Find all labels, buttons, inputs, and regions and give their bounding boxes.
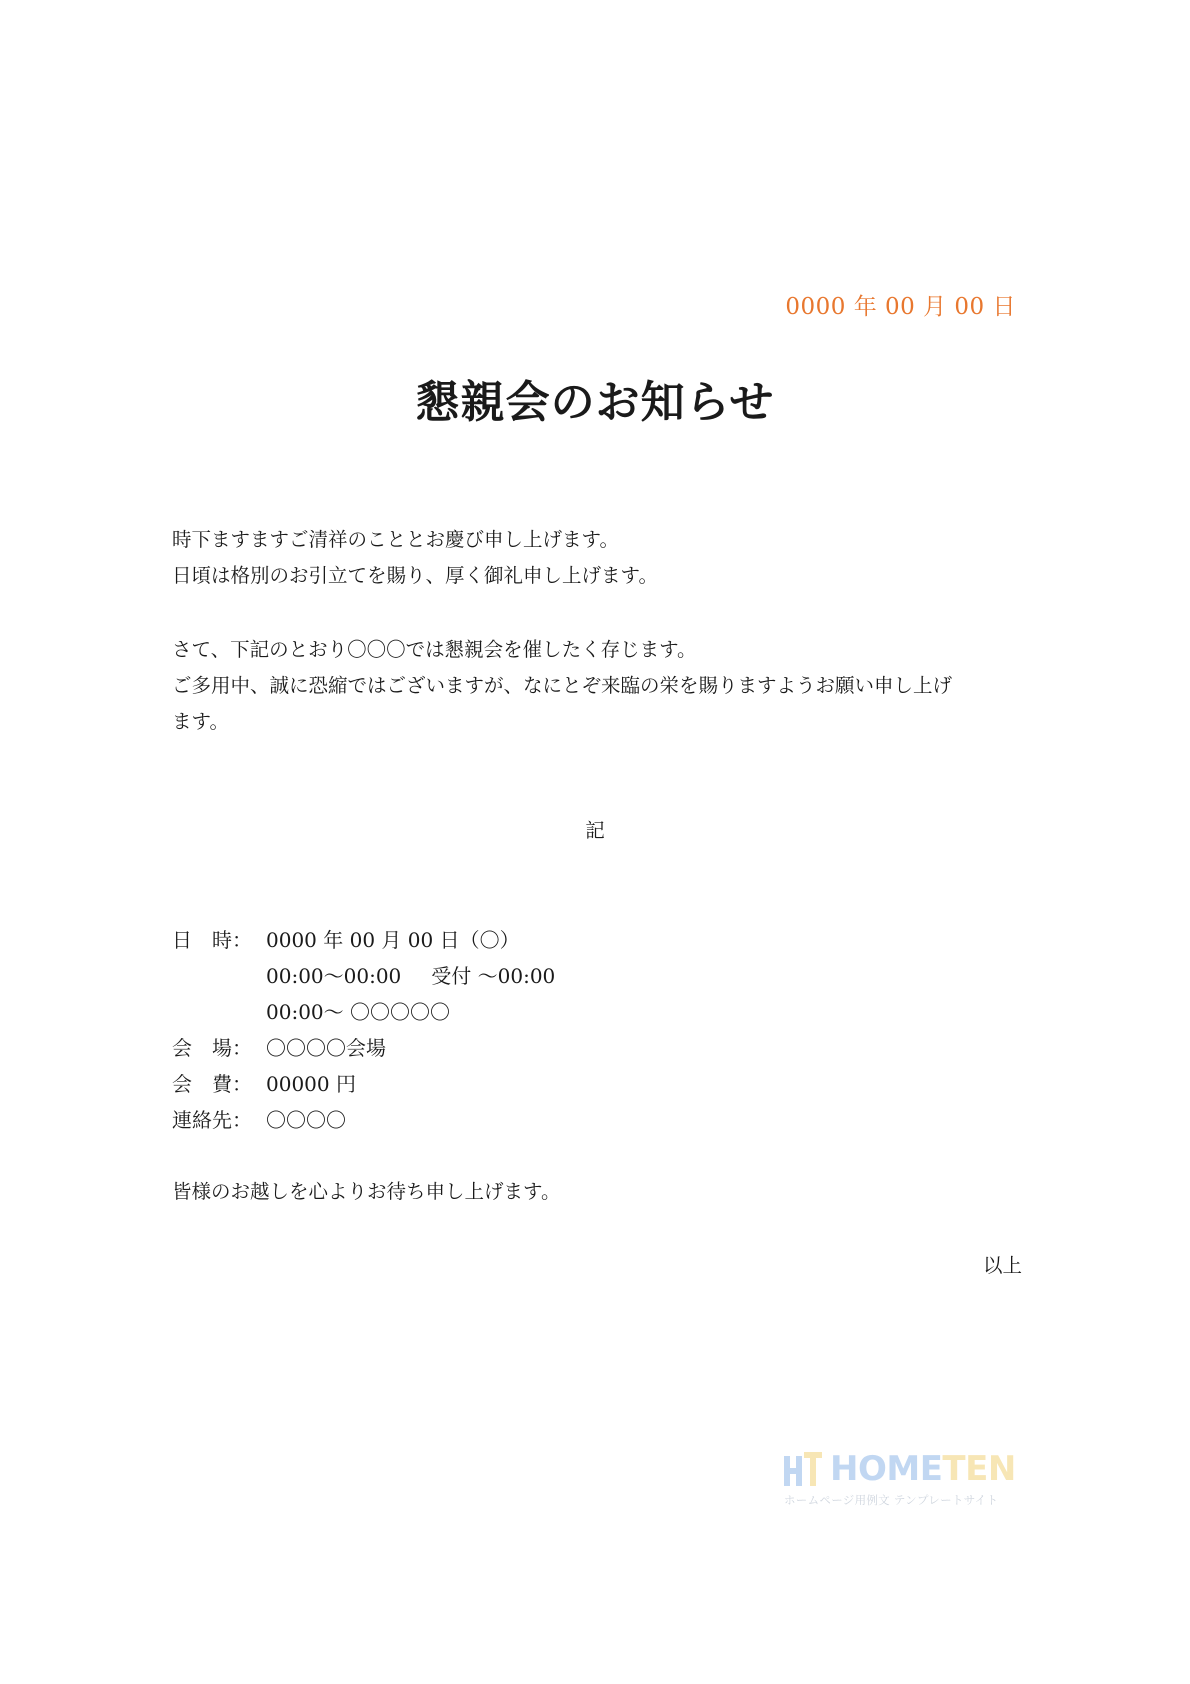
logo-subtitle: ホームページ用例文 テンプレートサイト — [784, 1493, 999, 1507]
hometen-logo — [782, 1448, 1016, 1508]
contact-label: 連絡先： — [172, 1108, 252, 1132]
document-title: 懇親会のお知らせ — [415, 377, 775, 428]
datetime-time2: 00:00～ 〇〇〇〇〇 — [266, 1000, 450, 1024]
hometen-logo-icon — [782, 1450, 824, 1488]
datetime-time-group — [266, 958, 555, 994]
closing-sentence: 皆様のお越しを心よりお待ち申し上げます。 — [172, 1180, 561, 1203]
fee-label: 会 費： — [172, 1072, 252, 1096]
reception-time: 受付 ～00:00 — [431, 964, 556, 988]
greeting-paragraph — [172, 522, 1022, 594]
request-line: さて、下記のとおり〇〇〇では懇親会を催したく存じます。 — [172, 638, 697, 661]
datetime-date: 0000 年 00 月 00 日（〇） — [266, 928, 520, 952]
wordmark-home: HOME — [830, 1449, 943, 1489]
ki-heading: 記 — [585, 819, 605, 842]
greeting-line: 日頃は格別のお引立てを賜り、厚く御礼申し上げます。 — [172, 564, 658, 587]
venue-label: 会 場： — [172, 1036, 252, 1060]
request-paragraph — [172, 632, 1022, 740]
request-line: ご多用中、誠に恐縮ではございますが、なにとぞ来臨の栄を賜りますようお願い申し上げ — [172, 674, 953, 697]
fee-value: 00000 円 — [266, 1072, 356, 1096]
hometen-wordmark — [830, 1448, 1016, 1490]
greeting-line: 時下ますますご清祥のこととお慶び申し上げます。 — [172, 528, 619, 551]
wordmark-ten: TEN — [942, 1449, 1016, 1489]
datetime-time: 00:00～00:00 — [266, 964, 402, 988]
request-line: ます。 — [172, 710, 229, 733]
venue-value: 〇〇〇〇会場 — [266, 1036, 386, 1060]
document-date: 0000 年 00 月 00 日 — [785, 294, 1016, 320]
contact-value: 〇〇〇〇 — [266, 1108, 346, 1132]
datetime-label: 日 時： — [172, 928, 252, 952]
ijou-closing: 以上 — [982, 1254, 1022, 1277]
